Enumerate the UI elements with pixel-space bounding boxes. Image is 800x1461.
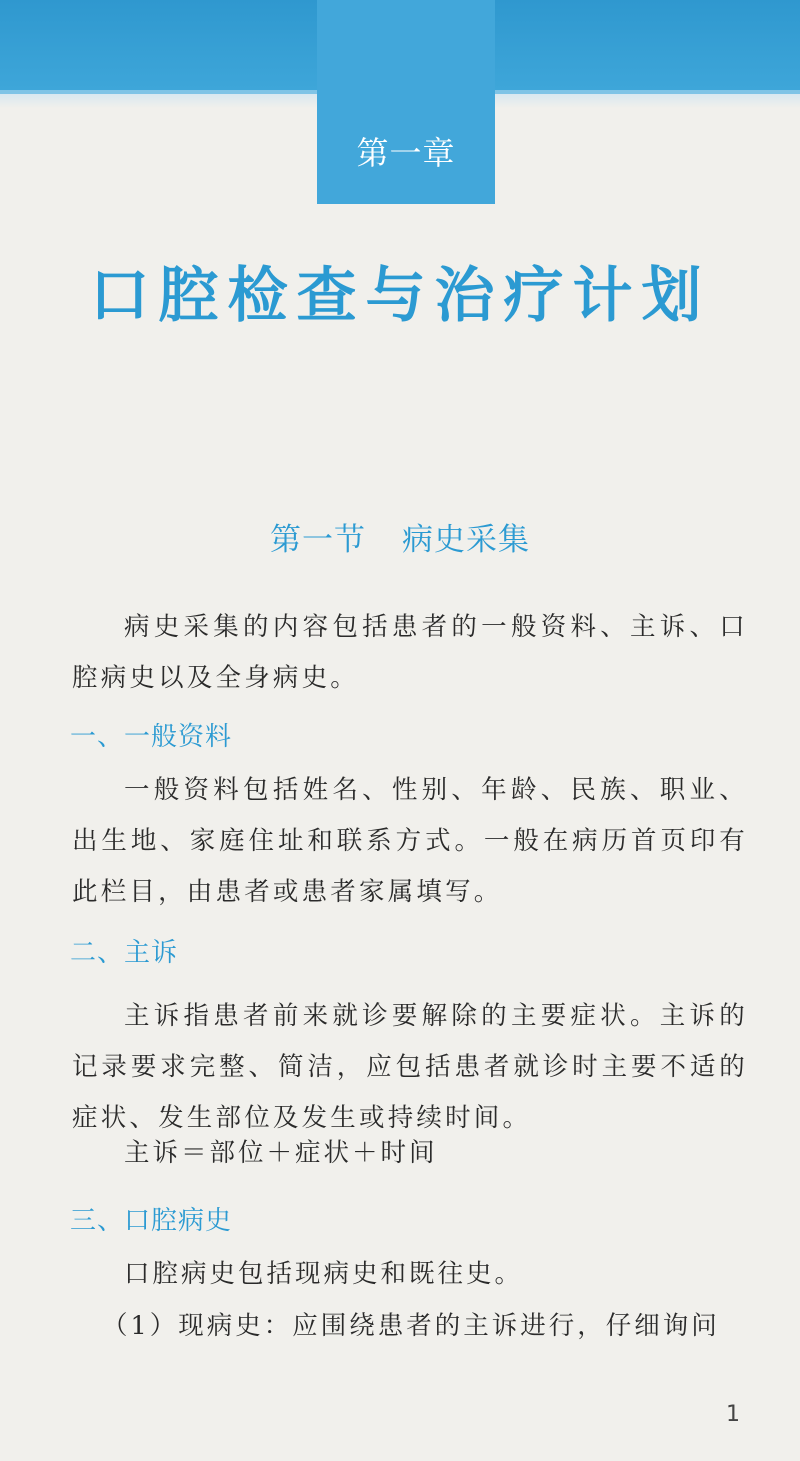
subsection-heading-general-info: 一、一般资料 bbox=[70, 722, 233, 752]
present-illness-item: （1）现病史：应围绕患者的主诉进行，仔细询问 bbox=[102, 1311, 720, 1341]
subsection-heading-chief-complaint: 二、主诉 bbox=[70, 938, 179, 968]
section-number: 第一节 bbox=[270, 522, 366, 558]
chief-complaint-formula: 主诉＝部位＋症状＋时间 bbox=[124, 1138, 438, 1168]
section-name: 病史采集 bbox=[402, 522, 530, 558]
section-title bbox=[0, 514, 800, 559]
oral-history-paragraph: 口腔病史包括现病史和既往史。 bbox=[124, 1259, 524, 1289]
general-info-paragraph: 一般资料包括姓名、性别、年龄、民族、职业、出生地、家庭住址和联系方式。一般在病历首页印有此栏目，由患者或患者家属填写。 bbox=[72, 775, 748, 907]
intro-paragraph: 病史采集的内容包括患者的一般资料、主诉、口腔病史以及全身病史。 bbox=[72, 612, 748, 693]
chapter-label: 第一章 bbox=[356, 134, 456, 172]
subsection-heading-oral-history: 三、口腔病史 bbox=[70, 1206, 233, 1236]
page-number: 1 bbox=[726, 1402, 740, 1427]
chapter-title: 口腔检查与治疗计划 bbox=[89, 261, 711, 331]
chief-complaint-paragraph: 主诉指患者前来就诊要解除的主要症状。主诉的记录要求完整、简洁，应包括患者就诊时主要不适的症状、发生部位及发生或持续时间。 bbox=[72, 1001, 748, 1133]
chapter-tab bbox=[317, 0, 495, 204]
